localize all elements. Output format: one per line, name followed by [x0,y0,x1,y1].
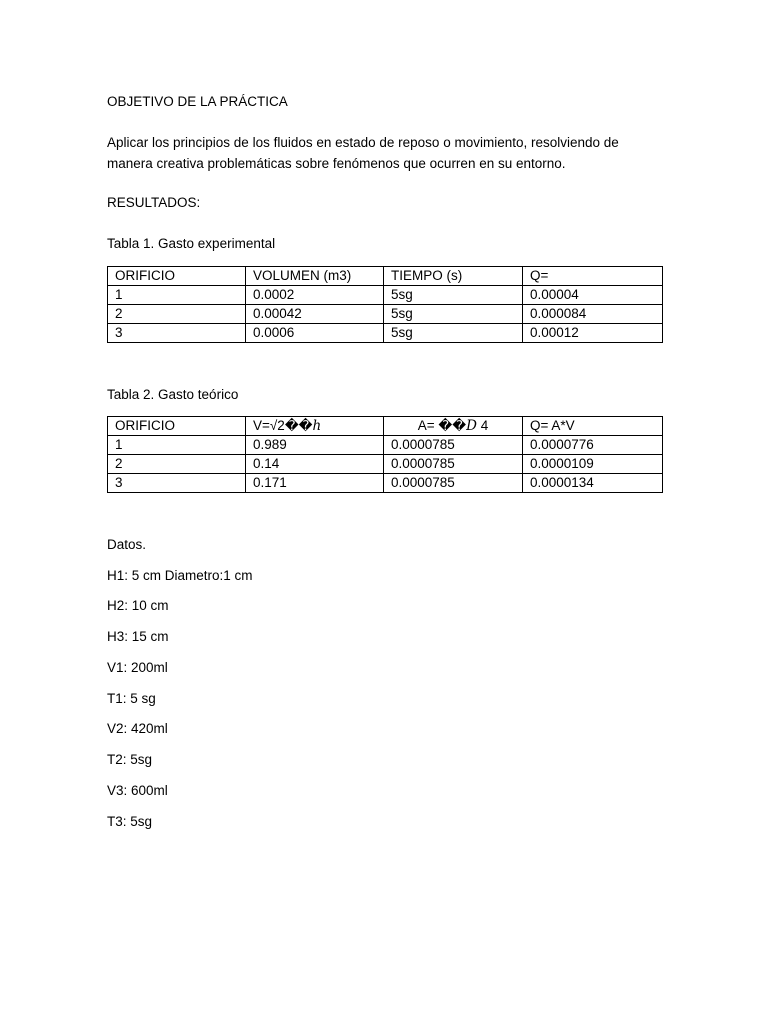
table-cell: 0.0000785 [384,455,523,474]
table-cell: 3 [108,474,246,493]
data-item: H3: 15 cm [107,629,169,644]
table-cell: 2 [108,305,246,324]
objective-heading: OBJETIVO DE LA PRÁCTICA [107,94,288,109]
table-header-cell: ORIFICIO [108,267,246,286]
data-item: V2: 420ml [107,721,168,736]
results-heading: RESULTADOS: [107,195,201,210]
data-item: H2: 10 cm [107,598,169,613]
table-header-cell: Q= A*V [523,417,663,436]
table-cell: 0.0000134 [523,474,663,493]
formula-variable: D [466,418,477,434]
data-item: T3: 5sg [107,814,153,829]
table-cell: 0.0002 [246,286,384,305]
table-row [108,286,663,305]
table-cell: 1 [108,286,246,305]
table-row [108,455,663,474]
table2-caption: Tabla 2. Gasto teórico [107,387,239,402]
table-cell: 0.0000785 [384,474,523,493]
data-heading: Datos. [107,537,147,552]
table-row [108,474,663,493]
table-cell: 0.000084 [523,305,663,324]
table1-experimental-flow [107,266,663,343]
table-cell: 0.14 [246,455,384,474]
table-row [108,436,663,455]
table-header-cell: VOLUMEN (m3) [246,267,384,286]
table-cell: 0.171 [246,474,384,493]
area-formula-header [384,417,523,436]
objective-text: Aplicar los principios de los fluidos en estado de reposo o movimiento, resolviendo de manera creativa problemáticas sobre fenómenos que ocurren en su entorno. [107,135,619,171]
table-header-row [108,267,663,286]
table-header-cell: Q= [523,267,663,286]
table-cell: 5sg [384,324,523,343]
table-row [108,305,663,324]
data-item: T1: 5 sg [107,691,156,706]
formula-glyphs: �� [284,418,313,433]
table-cell: 0.0000109 [523,455,663,474]
table-row [108,324,663,343]
velocity-formula-header [246,417,384,436]
table-header-cell: TIEMPO (s) [384,267,523,286]
table2-theoretical-flow [107,416,663,493]
formula-glyphs: �� [438,418,467,433]
table-cell: 0.0000776 [523,436,663,455]
table-cell: 3 [108,324,246,343]
table-header-cell: ORIFICIO [108,417,246,436]
table-cell: 5sg [384,305,523,324]
table-cell: 0.00004 [523,286,663,305]
table1-caption: Tabla 1. Gasto experimental [107,236,276,251]
table-header-row [108,417,663,436]
table-cell: 0.0006 [246,324,384,343]
formula-variable: h [312,418,322,434]
data-item: H1: 5 cm Diametro:1 cm [107,568,253,583]
table-cell: 0.989 [246,436,384,455]
data-item: T2: 5sg [107,752,153,767]
formula-prefix: V=√2 [253,418,285,433]
data-item: V1: 200ml [107,660,168,675]
table-cell: 0.00042 [246,305,384,324]
table-cell: 5sg [384,286,523,305]
table-cell: 0.00012 [523,324,663,343]
table-cell: 1 [108,436,246,455]
data-item: V3: 600ml [107,783,168,798]
formula-prefix: A= [417,418,439,433]
formula-suffix: 4 [476,418,489,433]
table-cell: 2 [108,455,246,474]
table-cell: 0.0000785 [384,436,523,455]
